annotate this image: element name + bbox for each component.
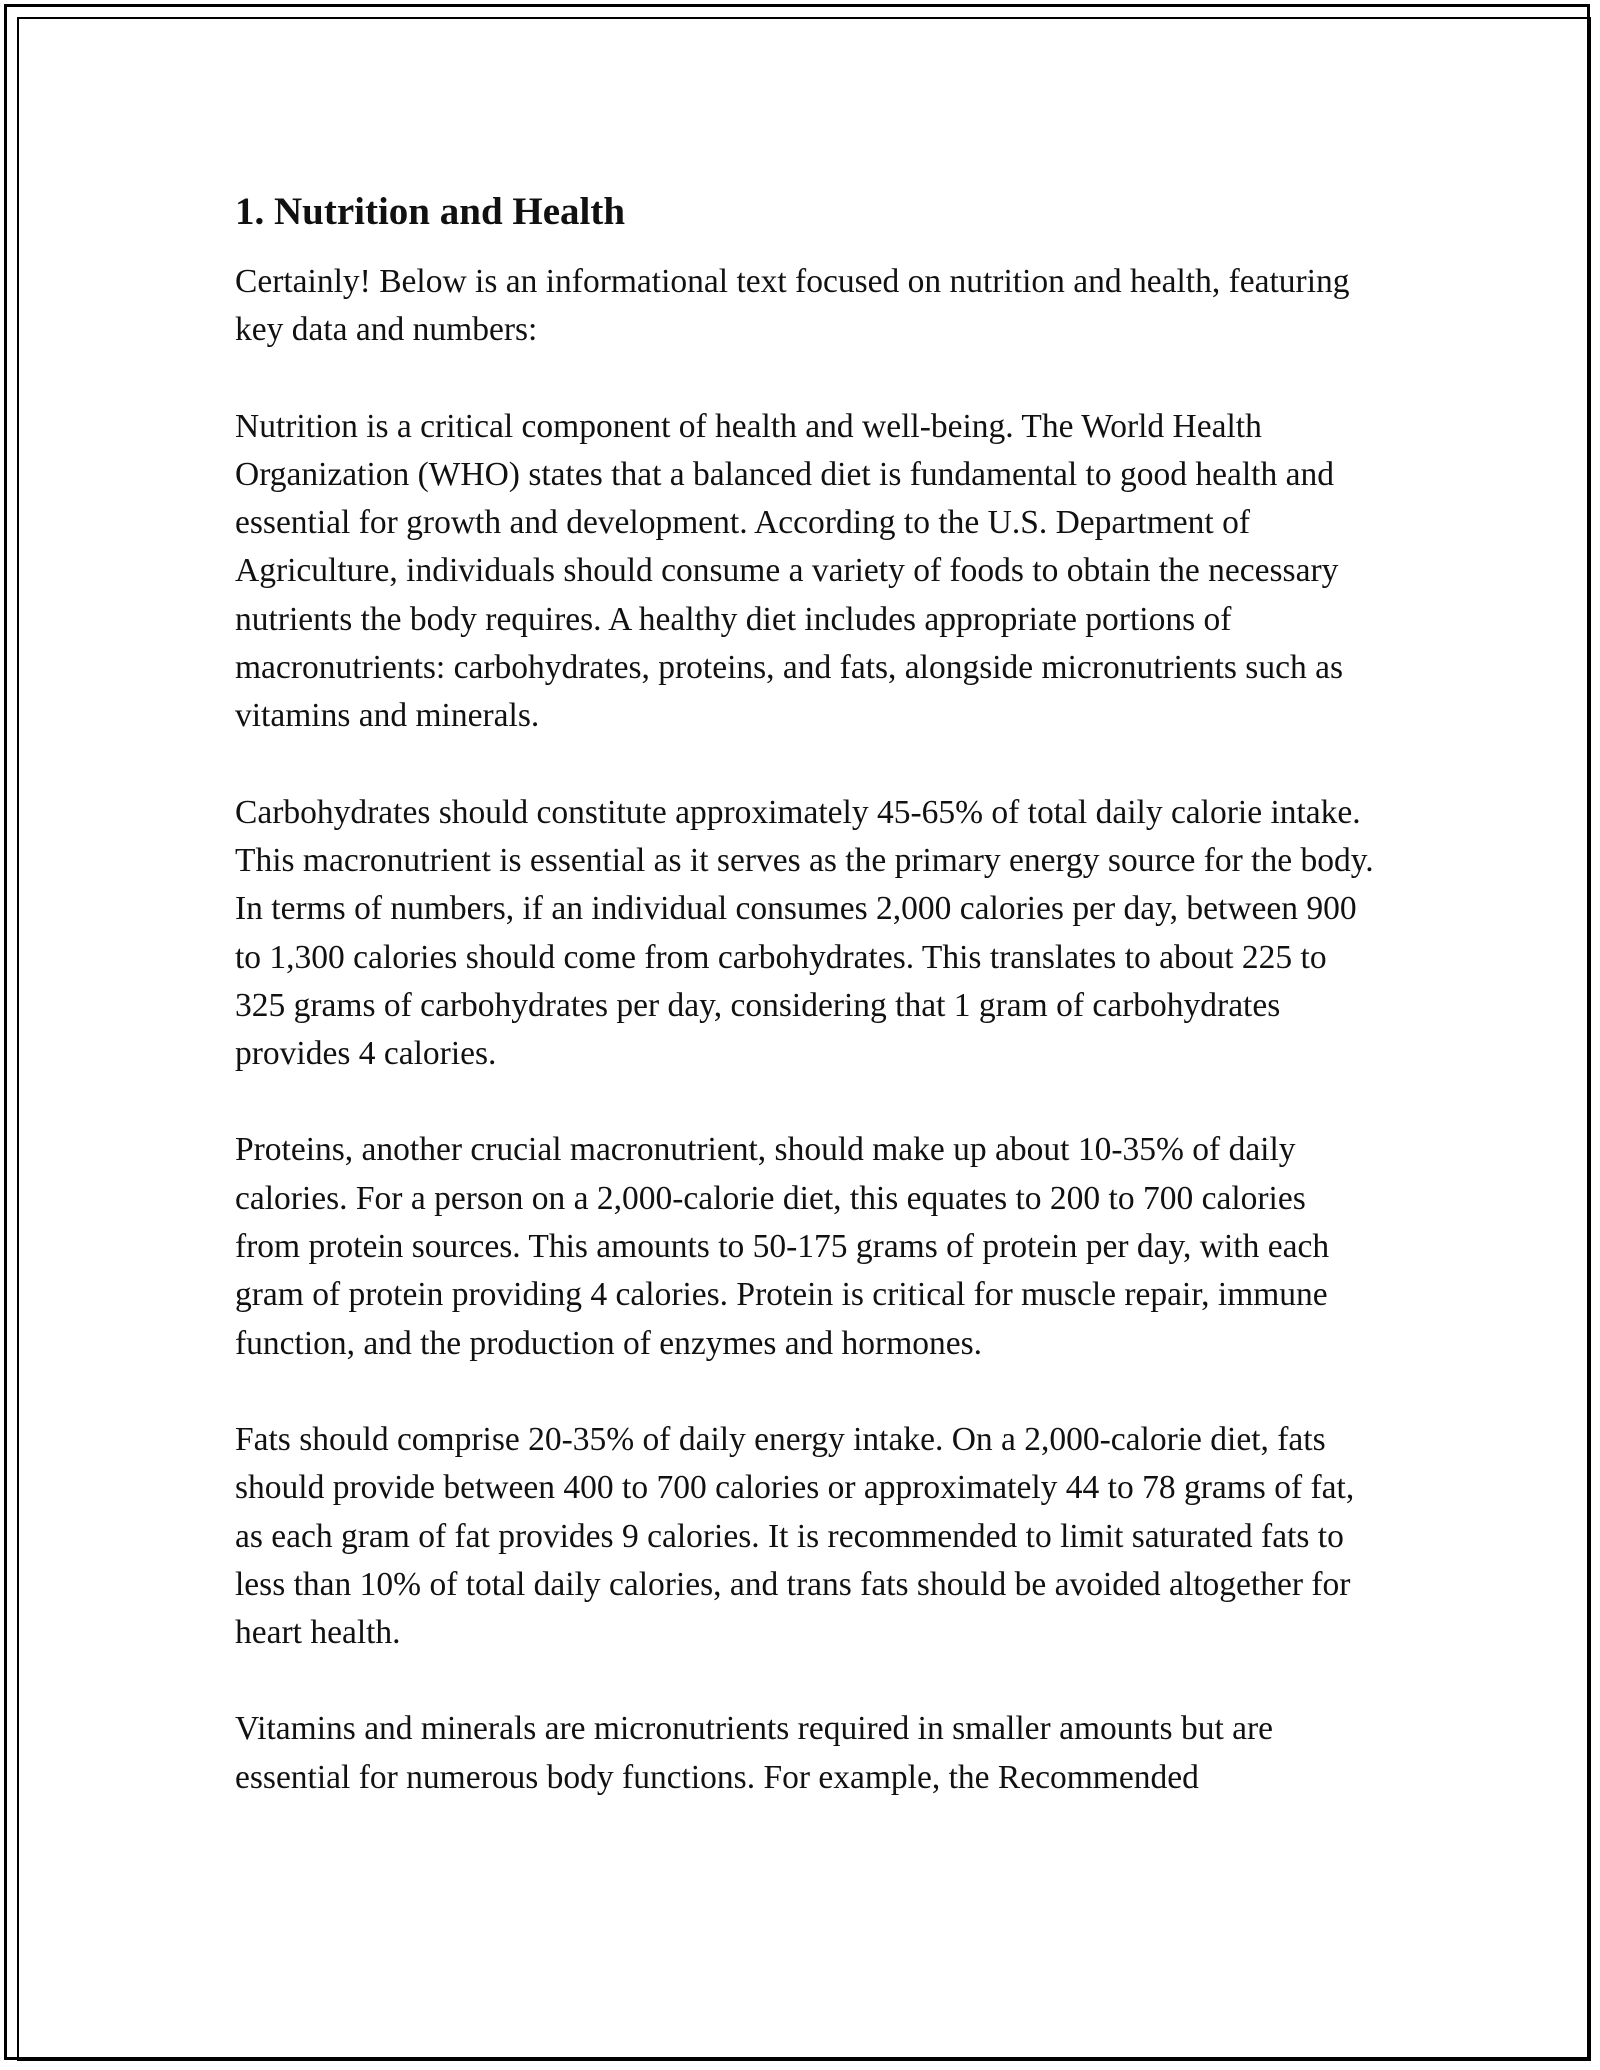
- intro-paragraph: Certainly! Below is an informational text focused on nutrition and health, featuring key data and numbers:: [235, 263, 1350, 349]
- vitamins-minerals-paragraph: Vitamins and minerals are micronutrients required in smaller amounts but are essential for numerous body functions. For example, the Recommended: [235, 1710, 1274, 1796]
- fats-paragraph: Fats should comprise 20-35% of daily energy intake. On a 2,000-calorie diet, fats should provide between 400 to 700 calories or approximately 44 to 78 grams of fat, as each gram of fat provides 9 calories. It is recommended to limit saturated fats to less than 10% of total daily calories, and trans fats should be avoided altogether for heart health.: [235, 1420, 1355, 1652]
- document-body: [235, 186, 1375, 1850]
- nutrition-overview-paragraph: Nutrition is a critical component of health and well-being. The World Health Organization (WHO) states that a balanced diet is fundamental to good health and essential for growth and development. According to the U.S. Department of Agriculture, individuals should consume a variety of foods to obtain the necessary nutrients the body requires. A healthy diet includes appropriate portions of macronutrients: carbohydrates, proteins, and fats, alongside micronutrients such as vitamins and minerals.: [235, 407, 1343, 735]
- section-heading: 1. Nutrition and Health: [235, 190, 626, 233]
- proteins-paragraph: Proteins, another crucial macronutrient, should make up about 10-35% of daily calories. For a person on a 2,000-calorie diet, this equates to 200 to 700 calories from protein sources. This amounts to 50-175 grams of protein per day, with each gram of protein providing 4 calories. Protein is critical for muscle repair, immune function, and the production of enzymes and hormones.: [235, 1131, 1330, 1362]
- carbohydrates-paragraph: Carbohydrates should constitute approximately 45-65% of total daily calorie intake. This macronutrient is essential as it serves as the primary energy source for the body. In terms of numbers, if an individual consumes 2,000 calories per day, between 900 to 1,300 calories should come from carbohydrates. This translates to about 225 to 325 grams of carbohydrates per day, considering that 1 gram of carbohydrates provides 4 calories.: [235, 793, 1374, 1073]
